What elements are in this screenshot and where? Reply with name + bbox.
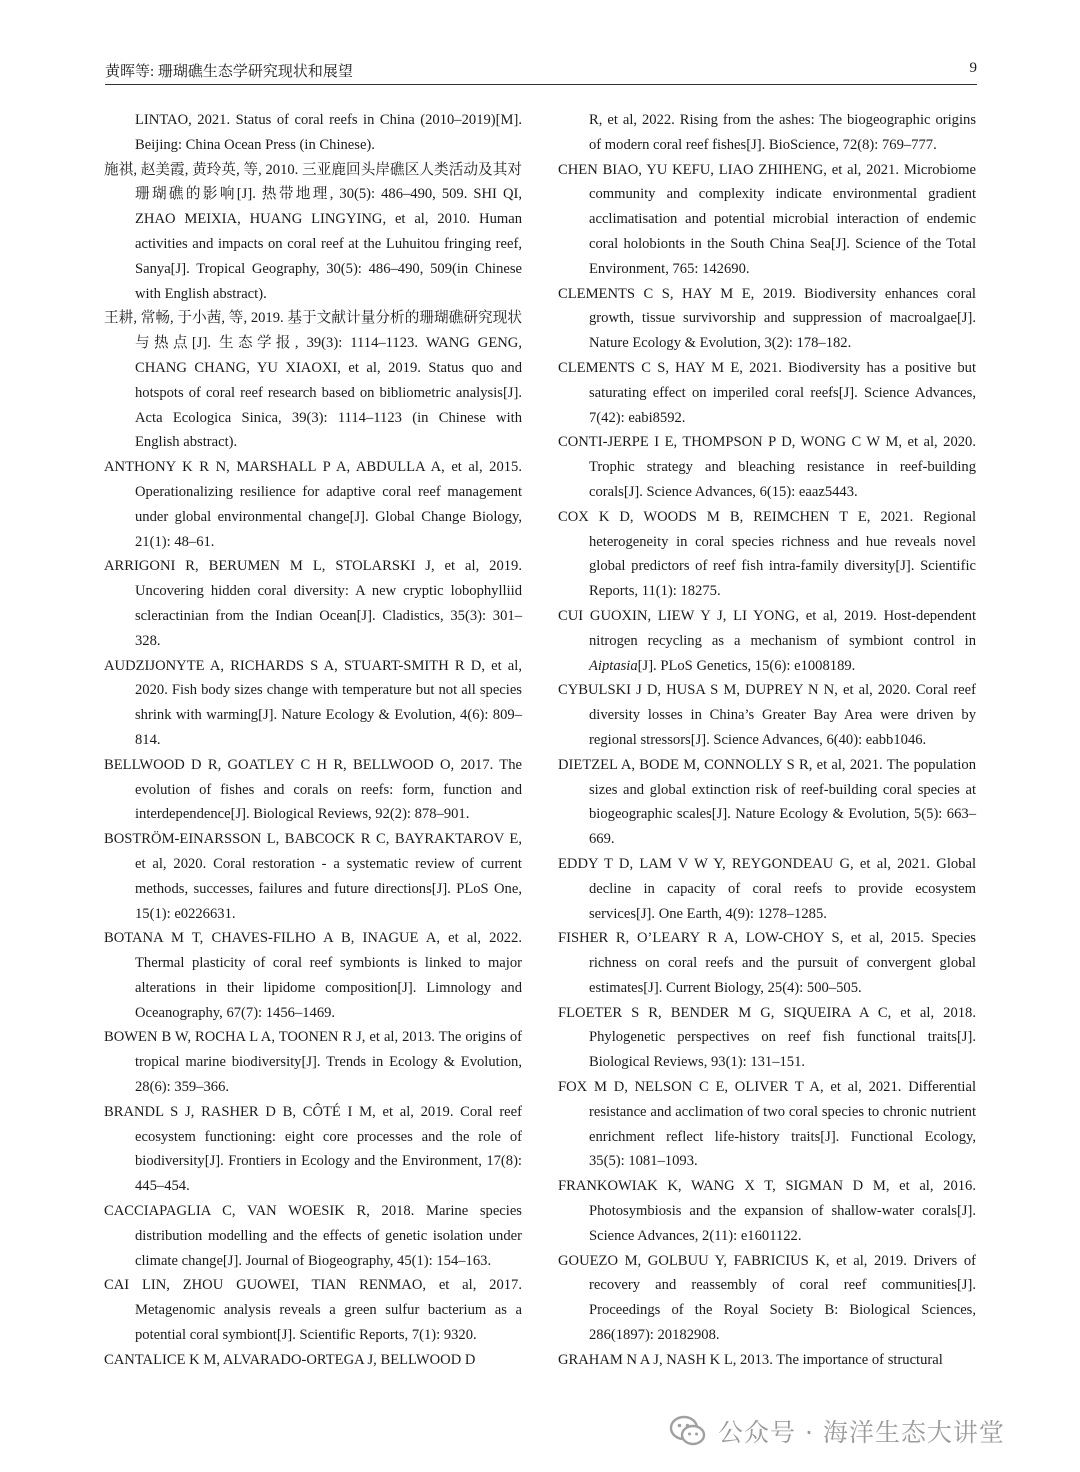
reference-entry bbox=[104, 1199, 522, 1273]
reference-entry bbox=[104, 827, 522, 926]
reference-entry bbox=[558, 158, 976, 282]
page-number: 9 bbox=[969, 60, 977, 76]
reference-entry bbox=[558, 356, 976, 430]
reference-text: FLOETER S R, BENDER M G, SIQUEIRA A C, et al, 2018. Phylogenetic perspectives on reef fish functional traits[J]. Biological Reviews, 93(1): 131–151. bbox=[558, 1004, 976, 1071]
reference-text: DIETZEL A, BODE M, CONNOLLY S R, et al, 2021. The population sizes and global extinction risk of reef-building coral species at biogeographic scales[J]. Nature Ecology & Evolution, 5(5): 663–669. bbox=[558, 756, 976, 848]
reference-text: BELLWOOD D R, GOATLEY C H R, BELLWOOD O, 2017. The evolution of fishes and corals on reefs: form, function and interdependence[J]. Biological Reviews, 92(2): 878–901. bbox=[104, 756, 522, 823]
reference-column-left bbox=[104, 108, 522, 1373]
reference-entry bbox=[104, 1348, 522, 1373]
reference-text: CACCIAPAGLIA C, VAN WOESIK R, 2018. Marine species distribution modelling and the effects of genetic isolation under climate change[J]. Journal of Biogeography, 45(1): 154–163. bbox=[104, 1203, 522, 1269]
reference-text: BOSTRÖM-EINARSSON L, BABCOCK R C, BAYRAKTAROV E, et al, 2020. Coral restoration - a systematic review of current methods, successes, failures and future directions[J]. PLoS One, 15(1): e0226631. bbox=[104, 831, 522, 922]
reference-entry bbox=[558, 926, 976, 1000]
reference-entry bbox=[558, 678, 976, 752]
reference-entry bbox=[558, 753, 976, 852]
reference-text: LINTAO, 2021. Status of coral reefs in China (2010–2019)[M]. Beijing: China Ocean Press (in Chinese). bbox=[135, 112, 522, 153]
reference-entry bbox=[104, 654, 522, 753]
reference-column-right bbox=[558, 108, 976, 1373]
watermark-text: 公众号 · 海洋生态大讲堂 bbox=[718, 1418, 1005, 1447]
reference-entry bbox=[104, 158, 522, 307]
reference-entry bbox=[558, 1249, 976, 1348]
wechat-icon bbox=[668, 1411, 708, 1451]
reference-entry bbox=[558, 505, 976, 604]
reference-entry bbox=[558, 108, 976, 158]
reference-text: AUDZIJONYTE A, RICHARDS S A, STUART-SMITH R D, et al, 2020. Fish body sizes change with temperature but not all species shrink with warming[J]. Nature Ecology & Evolution, 4(6): 809–814. bbox=[104, 657, 522, 748]
reference-entry bbox=[558, 852, 976, 926]
reference-text-tail: [J]. PLoS Genetics, 15(6): e1008189. bbox=[637, 657, 856, 674]
reference-text: FOX M D, NELSON C E, OLIVER T A, et al, 2021. Differential resistance and acclimation of two coral species to chronic nutrient enrichment reflect life-history traits[J]. Functional Ecology, 35(5): 1081–1093. bbox=[558, 1079, 976, 1170]
reference-text: R, et al, 2022. Rising from the ashes: The biogeographic origins of modern coral reef fishes[J]. BioScience, 72(8): 769–777. bbox=[589, 112, 976, 153]
reference-entry bbox=[558, 1001, 976, 1075]
reference-text: BOTANA M T, CHAVES-FILHO A B, INAGUE A, et al, 2022. Thermal plasticity of coral reef symbionts is linked to major alterations in their lipidome composition[J]. Limnology and Oceanography, 67(7): 1456–1469. bbox=[104, 930, 522, 1021]
reference-entry bbox=[104, 926, 522, 1025]
reference-text: FRANKOWIAK K, WANG X T, SIGMAN D M, et al, 2016. Photosymbiosis and the expansion of shallow-water corals[J]. Science Advances, 2(11): e1601122. bbox=[558, 1178, 976, 1244]
reference-entry bbox=[558, 1174, 976, 1248]
reference-entry bbox=[558, 282, 976, 356]
reference-entry bbox=[104, 108, 522, 158]
reference-text: CLEMENTS C S, HAY M E, 2021. Biodiversity has a positive but saturating effect on imperiled coral reefs[J]. Science Advances, 7(42): eabi8592. bbox=[558, 359, 976, 426]
reference-text: 施祺, 赵美霞, 黄玲英, 等, 2010. 三亚鹿回头岸礁区人类活动及其对珊瑚礁的影响[J]. 热带地理, 30(5): 486–490, 509. SHI QI, ZHAO MEIXIA, HUANG LINGYING, et al, 2010. Human activities and impacts on coral reef at the Luhuitou fringing reef, Sanya[J]. Tropical Geography, 30(5): 486–490, 509(in Chinese with English abstract). bbox=[104, 161, 522, 302]
reference-text: BOWEN B W, ROCHA L A, TOONEN R J, et al, 2013. The origins of tropical marine biodiversity[J]. Trends in Ecology & Evolution, 28(6): 359–366. bbox=[104, 1029, 522, 1096]
reference-entry bbox=[558, 1348, 976, 1373]
reference-text: CUI GUOXIN, LIEW Y J, LI YONG, et al, 2019. Host-dependent nitrogen recycling as a mechanism of symbiont control in bbox=[558, 607, 976, 649]
reference-entry bbox=[104, 554, 522, 653]
reference-text: GRAHAM N A J, NASH K L, 2013. The importance of structural bbox=[558, 1351, 943, 1368]
reference-entry bbox=[104, 1273, 522, 1347]
reference-entry bbox=[104, 306, 522, 455]
reference-entry bbox=[104, 753, 522, 827]
reference-text: FISHER R, O’LEARY R A, LOW-CHOY S, et al, 2015. Species richness on coral reefs and the pursuit of convergent global estimates[J]. Current Biology, 25(4): 500–505. bbox=[558, 930, 976, 996]
reference-entry bbox=[558, 604, 976, 678]
reference-text: BRANDL S J, RASHER D B, CÔTÉ I M, et al, 2019. Coral reef ecosystem functioning: eight core processes and the role of biodiversity[J]. Frontiers in Ecology and the Environment, 17(8): 445–454. bbox=[104, 1103, 522, 1195]
reference-entry bbox=[104, 1100, 522, 1199]
reference-text: CAI LIN, ZHOU GUOWEI, TIAN RENMAO, et al, 2017. Metagenomic analysis reveals a green sulfur bacterium as a potential coral symbiont[J]. Scientific Reports, 7(1): 9320. bbox=[104, 1277, 522, 1344]
reference-text: CANTALICE K M, ALVARADO-ORTEGA J, BELLWOOD D bbox=[104, 1351, 476, 1368]
reference-text: EDDY T D, LAM V W Y, REYGONDEAU G, et al, 2021. Global decline in capacity of coral reefs to provide ecosystem services[J]. One Earth, 4(9): 1278–1285. bbox=[558, 855, 976, 922]
running-header bbox=[105, 58, 977, 85]
running-title: 黄晖等: 珊瑚礁生态学研究现状和展望 bbox=[105, 64, 353, 80]
reference-italic-text: Aiptasia bbox=[589, 657, 638, 674]
reference-text: CYBULSKI J D, HUSA S M, DUPREY N N, et al, 2020. Coral reef diversity losses in China’s Greater Bay Area were driven by regional stressors[J]. Science Advances, 6(40): eabb1046. bbox=[558, 682, 976, 748]
watermark bbox=[668, 1406, 1058, 1456]
reference-entry bbox=[558, 430, 976, 504]
reference-entry bbox=[104, 1025, 522, 1099]
reference-text: CHEN BIAO, YU KEFU, LIAO ZHIHENG, et al, 2021. Microbiome community and complexity indicate environmental gradient acclimatisation and potential microbial interaction of endemic coral holobionts in the South China Sea[J]. Science of the Total Environment, 765: 142690. bbox=[558, 161, 976, 277]
reference-text: ANTHONY K R N, MARSHALL P A, ABDULLA A, et al, 2015. Operationalizing resilience for adaptive coral reef management under global environmental change[J]. Global Change Biology, 21(1): 48–61. bbox=[104, 459, 522, 550]
reference-entry bbox=[104, 455, 522, 554]
reference-text: CONTI-JERPE I E, THOMPSON P D, WONG C W M, et al, 2020. Trophic strategy and bleaching resistance in reef-building corals[J]. Science Advances, 6(15): eaaz5443. bbox=[558, 434, 976, 500]
reference-text: GOUEZO M, GOLBUU Y, FABRICIUS K, et al, 2019. Drivers of recovery and reassembly of coral reef communities[J]. Proceedings of the Royal Society B: Biological Sciences, 286(1897): 20182908. bbox=[558, 1252, 976, 1344]
reference-entry bbox=[558, 1075, 976, 1174]
reference-text: 王耕, 常畅, 于小茜, 等, 2019. 基于文献计量分析的珊瑚礁研究现状与热点[J]. 生态学报, 39(3): 1114–1123. WANG GENG, CHANG CHANG, YU XIAOXI, et al, 2019. Status quo and hotspots of coral reef research based on bibliometric analysis[J]. Acta Ecologica Sinica, 39(3): 1114–1123 (in Chinese with English abstract). bbox=[104, 310, 522, 451]
reference-text: ARRIGONI R, BERUMEN M L, STOLARSKI J, et al, 2019. Uncovering hidden coral diversity: A new cryptic lobophylliid scleractinian from the Indian Ocean[J]. Cladistics, 35(3): 301–328. bbox=[104, 558, 522, 649]
reference-text: CLEMENTS C S, HAY M E, 2019. Biodiversity enhances coral growth, tissue survivorship and suppression of macroalgae[J]. Nature Ecology & Evolution, 3(2): 178–182. bbox=[558, 285, 976, 352]
reference-text: COX K D, WOODS M B, REIMCHEN T E, 2021. Regional heterogeneity in coral species richness and hue reveals novel global predictors of reef fish intra-family diversity[J]. Scientific Reports, 11(1): 18275. bbox=[558, 508, 976, 600]
